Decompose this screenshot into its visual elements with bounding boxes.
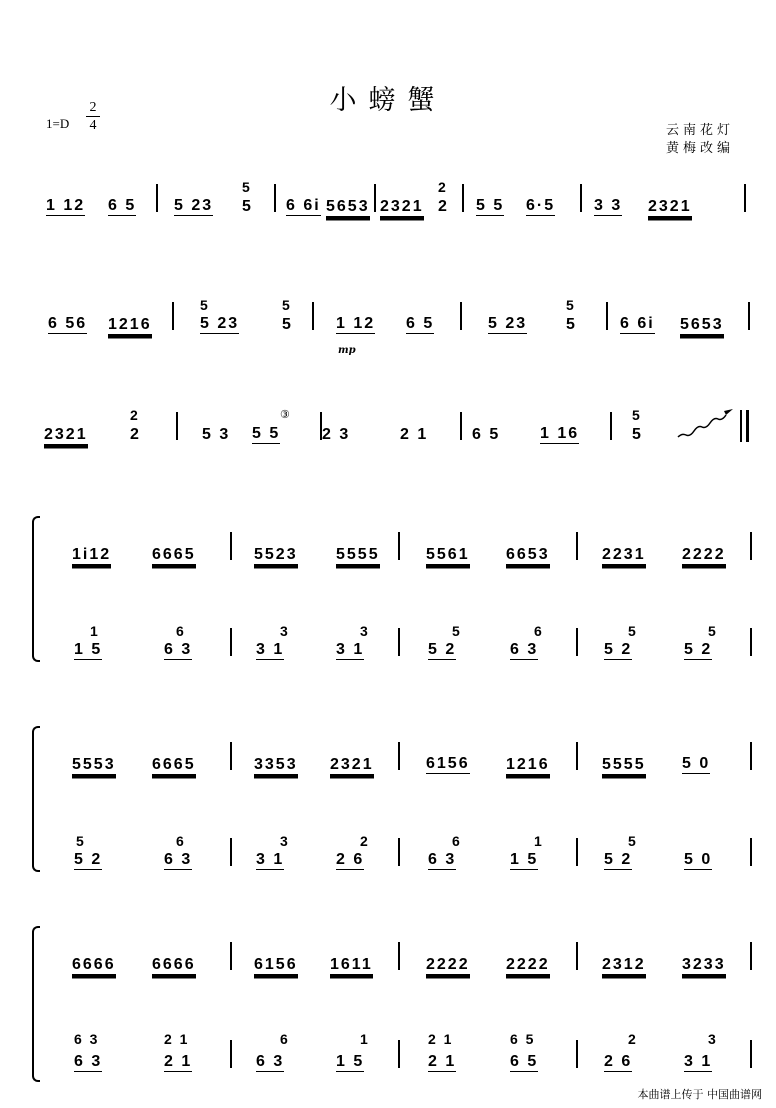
note-group: 1611 [330,956,373,973]
note-group: 2222 [506,956,550,973]
system3-top [40,938,752,974]
note-group: 6666 [152,956,196,973]
melody-row-1 [40,180,752,216]
note-group: 2 6 [336,851,365,868]
upper-note: 2 1 [164,1031,190,1047]
note-group: 3 1 [256,641,285,658]
note-group: 6 6i [620,315,655,332]
note-group: 6 3 [510,641,539,658]
melody-row-3 [40,408,752,444]
score-title: 小螃蟹 [329,85,447,116]
note-group: 2222 [682,546,726,563]
note-group: 5 2 [74,851,103,868]
note-group: 1216 [506,756,550,773]
note-group: 5 3 [202,426,231,443]
time-signature-bottom: 4 [89,118,97,133]
upper-note: 2 [130,407,140,423]
upper-note: 6 5 [510,1031,536,1047]
upper-note: 5 [566,297,576,313]
note-group: 6 5 [108,197,137,214]
upper-note: 2 [628,1031,638,1047]
note-group: 3 1 [684,1053,713,1070]
note-group: 5 0 [682,755,711,772]
note-group: 6666 [72,956,116,973]
upper-note: 1 [534,833,544,849]
note-group: 5 [282,316,293,333]
note-group: 5 23 [488,315,528,332]
upper-note: 5 [632,407,642,423]
note-group: 5 [242,198,253,215]
note-group: 2312 [602,956,646,973]
note-group: 5 0 [684,851,713,868]
time-signature [86,100,100,133]
credit-origin: 云南花灯 [665,123,734,138]
note-group: 5561 [426,546,470,563]
upper-note: 2 [438,179,448,195]
system-brace [32,516,40,662]
note-group: 5 5 [252,425,281,442]
upper-note: 6 [452,833,462,849]
upper-note: 1 [90,623,100,639]
note-group: 5 23 [174,197,214,214]
upper-note: 6 3 [74,1031,100,1047]
upper-note: 6 [280,1031,290,1047]
note-group: 5 2 [604,641,633,658]
note-group: 2321 [648,198,692,215]
note-group: 5 2 [428,641,457,658]
system1-bottom [40,624,752,660]
upper-note: 5 [628,623,638,639]
system1-top [40,528,752,564]
circled-marking: ③ [280,409,292,421]
upper-note: 5 [200,297,210,313]
note-group: 5 [632,426,643,443]
note-group: 5 2 [604,851,633,868]
system2-top [40,738,752,774]
note-group: 6 5 [510,1053,539,1070]
upper-note: 1 [360,1031,370,1047]
upper-note: 5 [282,297,292,313]
note-group: 1 5 [510,851,539,868]
upper-note: 5 [628,833,638,849]
dynamic-marking: mp [338,345,356,356]
note-group: 6·5 [526,197,556,214]
note-group: 1 16 [540,425,580,442]
glissando-mark [676,405,736,441]
note-group: 2 1 [428,1053,457,1070]
note-group: 3233 [682,956,726,973]
note-group: 5 5 [476,197,505,214]
upper-note: 6 [176,623,186,639]
note-group: 6 3 [428,851,457,868]
note-group: 6 3 [74,1053,103,1070]
upper-note: 2 1 [428,1031,454,1047]
note-group: 6653 [506,546,550,563]
upper-note: 3 [280,833,290,849]
note-group: 2 1 [164,1053,193,1070]
system-brace [32,726,40,872]
note-group: 3 1 [336,641,365,658]
note-group: 6 3 [164,851,193,868]
note-group: 6 56 [48,315,88,332]
upper-note: 6 [176,833,186,849]
note-group: 2 [438,198,449,215]
note-group: 2 6 [604,1053,633,1070]
note-group: 1 12 [336,315,376,332]
note-group: 1 5 [336,1053,365,1070]
note-group: 3 3 [594,197,623,214]
credit-arranger: 黄梅改编 [665,141,734,156]
note-group: 2 3 [322,426,351,443]
system2-bottom [40,834,752,870]
upper-note: 5 [452,623,462,639]
upper-note: 5 [242,179,252,195]
note-group: 2231 [602,546,646,563]
upper-note: 3 [360,623,370,639]
upper-note: 2 [360,833,370,849]
melody-row-2 [40,298,752,334]
note-group: 6665 [152,756,196,773]
credits [666,122,734,158]
note-group: 2 1 [400,426,429,443]
system3-bottom [40,1031,752,1072]
upper-note: 5 [708,623,718,639]
note-group: 5 2 [684,641,713,658]
note-group: 1 12 [46,197,86,214]
note-group: 2222 [426,956,470,973]
note-group: 2321 [330,756,374,773]
note-group: 2321 [44,426,88,443]
note-group: 3 1 [256,851,285,868]
upper-note: 6 [534,623,544,639]
note-group: 5653 [326,198,370,215]
note-group: 6 3 [256,1053,285,1070]
note-group: 6156 [254,956,298,973]
upper-note: 5 [76,833,86,849]
note-group: 1i12 [72,546,112,563]
key-signature: 1=D [46,116,70,131]
note-group: 6 6i [286,197,321,214]
note-group: 5 [566,316,577,333]
note-group: 5555 [602,756,646,773]
upper-note: 3 [280,623,290,639]
note-group: 6 5 [472,426,501,443]
upper-note: 3 [708,1031,718,1047]
system-brace [32,926,40,1082]
time-signature-top: 2 [89,100,97,115]
note-group: 1216 [108,316,152,333]
note-group: 5553 [72,756,116,773]
note-group: 5653 [680,316,724,333]
note-group: 1 5 [74,641,103,658]
note-group: 6 5 [406,315,435,332]
note-group: 6156 [426,755,470,772]
note-group: 5 23 [200,315,240,332]
note-group: 5555 [336,546,380,563]
note-group: 6 3 [164,641,193,658]
note-group: 2321 [380,198,424,215]
note-group: 2 [130,426,141,443]
note-group: 5523 [254,546,298,563]
footer-credit: 本曲谱上传于 中国曲谱网 [637,1088,762,1101]
note-group: 3353 [254,756,298,773]
note-group: 6665 [152,546,196,563]
